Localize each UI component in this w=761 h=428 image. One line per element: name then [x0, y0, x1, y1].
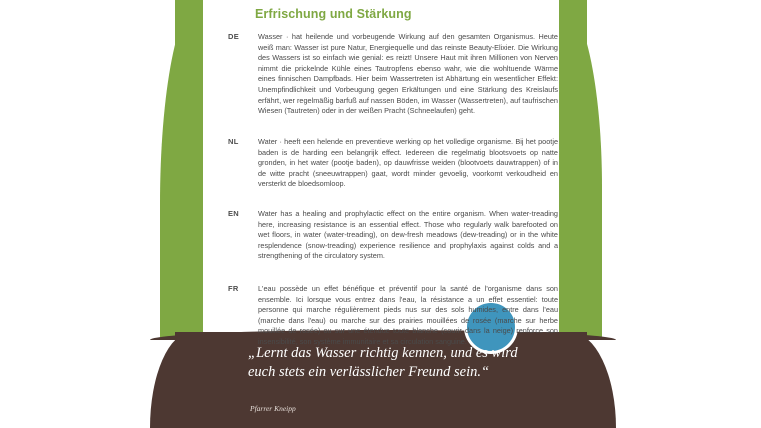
language-text-de: Wasser · hat heilende und vorbeugende Wirkung auf den gesamten Organismus. Heute weiß man: Wasser ist pure Natur, Energiequelle und das reinste Beauty-Elixier. Die Wirkung des Wassers ist so einfach wie genial: es reizt! Unsere Haut mit ihren Millionen von Nerven nimmt die prickelnde Kühle eines Tautropfens ebenso wahr, wie die wohltuende Wärme eines finnischen Dampfbads. Hier beim Wassertreten ist Abhärtung ein wesentlicher Effekt: Unempfindlichkeit und Vorbeugung gegen Erkältungen und eine Stärkung des Kreislaufs erfährt, wer regelmäßig barfuß auf nassen Böden, im Wasser (Wassertreten), auf taufrischen Wiesen (Tautreten) oder in der weißen Pracht (Schneelaufen) geht.	[258, 32, 558, 116]
language-block-fr	[228, 284, 558, 348]
pull-quote-author: Pfarrer Kneipp	[250, 404, 296, 413]
language-code-nl: NL	[228, 137, 239, 146]
language-text-en: Water has a healing and prophylactic effect on the entire organism. When water-treading here, increasing resistance is an essential effect. Those who regularly walk barefooted on wet floors, in water (water-treading), on dew-fresh meadows (dew-treading) or in the white resplendence (snow-treading) experience resilience and prophylaxis against colds and a strengthening of the circulatory system.	[258, 209, 558, 261]
language-code-fr: FR	[228, 284, 239, 293]
language-block-nl	[228, 137, 558, 190]
language-block-en	[228, 209, 558, 262]
language-code-de: DE	[228, 32, 240, 41]
language-text-nl: Water · heeft een helende en preventieve werking op het volledige organisme. Bij het pootje baden is de harding een belangrijk effect. Iedereen die regelmatig blootsvoets op natte gronden, in het water (pootje baden), op dauwfrisse weiden (blootvoets dauwtrappen) of in de witte pracht (sneeuwtrappen) gaat, wordt minder gevoelig, voorkomt verkoudheid en versterkt de bloedsomloop.	[258, 137, 558, 189]
brown-panel-right-curve	[570, 332, 616, 428]
language-code-en: EN	[228, 209, 240, 218]
page-title: Erfrischung und Stärkung	[255, 7, 412, 21]
language-text-fr: L'eau possède un effet bénéfique et préventif pour la santé de l'organisme dans son ensemble. Ici lorsque vous entrez dans l'eau, la résistance a un effet essentiel: toute personne qui marche régulièrement pieds nus sur des sols humides, entre dans l'eau (marche dans l'eau) ou marche sur des prairies mouillées de rosée (marche sur herbe mouillée de rosée) ou sur une étendue toute blanche (courir dans la neige) renforce son insensibilité, son système immunitaire et sa circulation sanguine.	[258, 284, 558, 346]
pull-quote: „Lernt das Wasser richtig kennen, und es wird euch stets ein verlässlicher Freund sein.“	[248, 345, 518, 380]
language-block-de	[228, 32, 558, 117]
green-panel-right-curve	[560, 0, 602, 340]
